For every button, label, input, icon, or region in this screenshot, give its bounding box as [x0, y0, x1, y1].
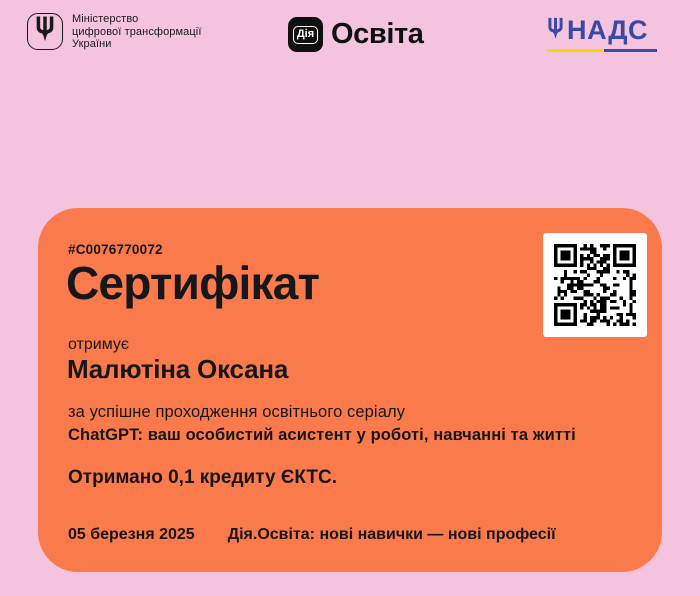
ministry-name-line: України — [72, 38, 112, 51]
flag-blue-segment — [604, 49, 657, 52]
recipient-label: отримує — [68, 336, 130, 353]
ministry-name-line: Міністерство — [72, 13, 139, 25]
course-intro: за успішне проходження освітнього серіалу — [68, 403, 406, 421]
osvita-wordmark: Освіта — [331, 18, 424, 50]
qr-code-container — [543, 233, 647, 337]
certificate-card — [38, 208, 662, 572]
footer-tagline: Дія.Освіта: нові навички — нові професії — [227, 526, 556, 543]
ministry-logo — [27, 13, 202, 51]
ministry-emblem — [27, 13, 63, 50]
nads-logo — [547, 15, 657, 52]
recipient-name: Малютіна Оксана — [67, 354, 289, 384]
trident-icon — [35, 16, 55, 47]
ministry-name — [72, 13, 202, 51]
trident-icon — [547, 17, 564, 45]
diia-badge-label: Дія — [293, 26, 318, 44]
nads-wordmark: НАДС — [567, 15, 649, 45]
card-footer — [68, 526, 556, 544]
nads-flag-underline — [547, 49, 657, 52]
qr-code — [554, 244, 636, 326]
diia-badge-icon — [288, 17, 323, 52]
diia-osvita-logo — [288, 17, 424, 52]
course-title: ChatGPT: ваш особистий асистент у роботі, навчанні та житті — [68, 426, 576, 444]
flag-yellow-segment — [547, 49, 604, 52]
certificate-title: Сертифікат — [66, 257, 320, 309]
credit-line: Отримано 0,1 кредиту ЄКТС. — [68, 467, 338, 488]
issue-date: 05 березня 2025 — [68, 526, 195, 543]
ministry-name-line: цифрової трансформації — [72, 25, 202, 38]
certificate-number: #C0076770072 — [68, 242, 163, 257]
